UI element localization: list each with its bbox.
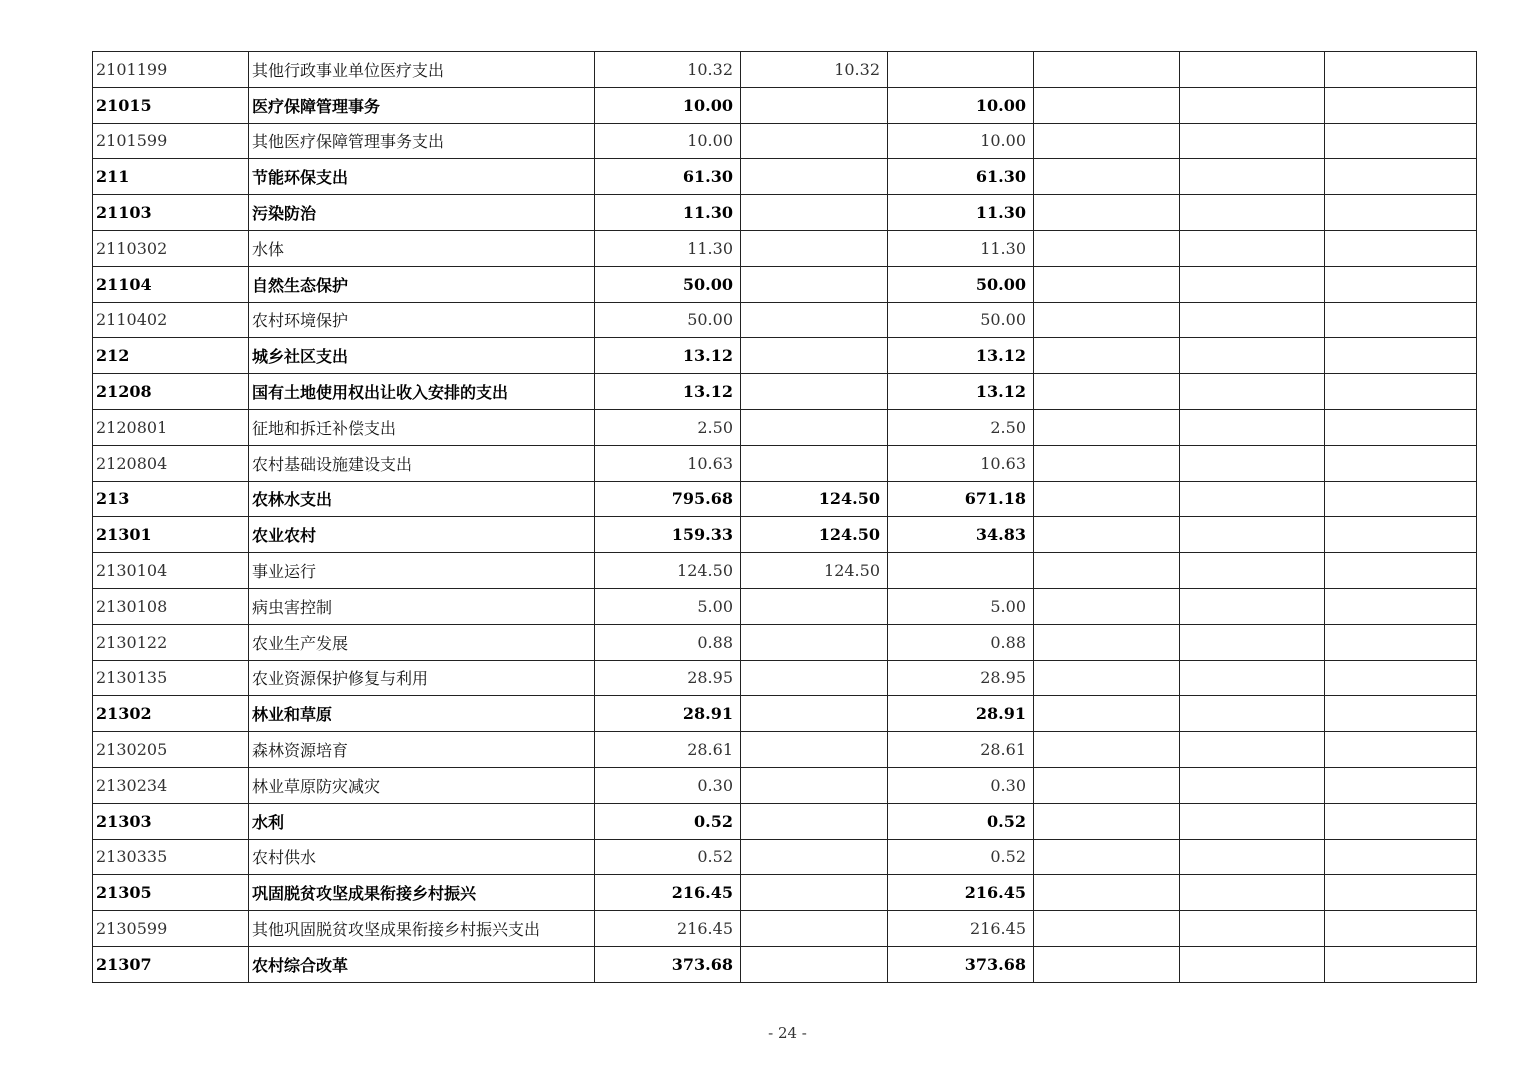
cell-name: 国有土地使用权出让收入安排的支出 (249, 374, 595, 410)
cell-project (888, 52, 1034, 88)
cell-basic (741, 123, 888, 159)
cell-project: 0.52 (888, 839, 1034, 875)
budget-table (92, 51, 1477, 983)
cell-name: 农村基础设施建设支出 (249, 445, 595, 481)
cell-basic (741, 588, 888, 624)
cell-basic (741, 195, 888, 231)
cell-empty (1034, 517, 1180, 553)
cell-name: 其他行政事业单位医疗支出 (249, 52, 595, 88)
cell-code: 211 (93, 159, 249, 195)
cell-code: 2130599 (93, 911, 249, 947)
cell-code: 2130135 (93, 660, 249, 696)
cell-empty (1325, 266, 1477, 302)
cell-empty (1180, 767, 1325, 803)
cell-basic (741, 875, 888, 911)
cell-project: 10.63 (888, 445, 1034, 481)
cell-total: 216.45 (595, 875, 741, 911)
cell-code: 212 (93, 338, 249, 374)
cell-total: 0.88 (595, 624, 741, 660)
cell-name: 病虫害控制 (249, 588, 595, 624)
cell-name: 农林水支出 (249, 481, 595, 517)
cell-basic (741, 159, 888, 195)
cell-name: 林业草原防灾减灾 (249, 767, 595, 803)
cell-empty (1180, 230, 1325, 266)
cell-empty (1325, 159, 1477, 195)
cell-code: 2130335 (93, 839, 249, 875)
cell-total: 50.00 (595, 266, 741, 302)
cell-empty (1034, 302, 1180, 338)
cell-empty (1325, 803, 1477, 839)
cell-name: 农村综合改革 (249, 946, 595, 982)
cell-empty (1034, 732, 1180, 768)
cell-name: 农业生产发展 (249, 624, 595, 660)
cell-empty (1180, 52, 1325, 88)
table-row (93, 517, 1477, 553)
cell-empty (1325, 481, 1477, 517)
cell-empty (1180, 409, 1325, 445)
cell-name: 农村环境保护 (249, 302, 595, 338)
cell-name: 节能环保支出 (249, 159, 595, 195)
cell-project: 28.95 (888, 660, 1034, 696)
cell-empty (1034, 481, 1180, 517)
cell-empty (1180, 588, 1325, 624)
table-row (93, 302, 1477, 338)
cell-project: 10.00 (888, 123, 1034, 159)
cell-basic: 124.50 (741, 553, 888, 589)
cell-empty (1034, 52, 1180, 88)
cell-basic (741, 839, 888, 875)
cell-code: 2120804 (93, 445, 249, 481)
cell-project: 0.88 (888, 624, 1034, 660)
cell-empty (1180, 445, 1325, 481)
table-row (93, 588, 1477, 624)
cell-total: 13.12 (595, 338, 741, 374)
cell-total: 0.52 (595, 803, 741, 839)
cell-total: 28.95 (595, 660, 741, 696)
table-row (93, 266, 1477, 302)
cell-project: 11.30 (888, 230, 1034, 266)
cell-empty (1325, 52, 1477, 88)
cell-name: 其他医疗保障管理事务支出 (249, 123, 595, 159)
cell-basic (741, 696, 888, 732)
cell-total: 11.30 (595, 230, 741, 266)
cell-empty (1034, 946, 1180, 982)
table-row (93, 409, 1477, 445)
cell-basic (741, 732, 888, 768)
cell-empty (1325, 302, 1477, 338)
cell-empty (1180, 732, 1325, 768)
cell-total: 11.30 (595, 195, 741, 231)
cell-total: 0.30 (595, 767, 741, 803)
cell-name: 事业运行 (249, 553, 595, 589)
cell-total: 373.68 (595, 946, 741, 982)
cell-project: 2.50 (888, 409, 1034, 445)
cell-code: 2110402 (93, 302, 249, 338)
cell-empty (1180, 839, 1325, 875)
cell-empty (1034, 445, 1180, 481)
cell-name: 水体 (249, 230, 595, 266)
cell-name: 林业和草原 (249, 696, 595, 732)
cell-empty (1325, 588, 1477, 624)
cell-empty (1325, 123, 1477, 159)
cell-empty (1325, 87, 1477, 123)
cell-code: 213 (93, 481, 249, 517)
cell-basic (741, 767, 888, 803)
cell-basic (741, 911, 888, 947)
cell-total: 28.91 (595, 696, 741, 732)
cell-empty (1325, 839, 1477, 875)
cell-basic (741, 338, 888, 374)
cell-code: 2130104 (93, 553, 249, 589)
cell-project: 50.00 (888, 302, 1034, 338)
cell-empty (1325, 195, 1477, 231)
cell-empty (1034, 588, 1180, 624)
cell-code: 2110302 (93, 230, 249, 266)
cell-empty (1034, 911, 1180, 947)
cell-code: 21302 (93, 696, 249, 732)
cell-empty (1180, 803, 1325, 839)
cell-empty (1034, 624, 1180, 660)
cell-empty (1034, 87, 1180, 123)
cell-empty (1180, 481, 1325, 517)
table-row (93, 195, 1477, 231)
table-row (93, 52, 1477, 88)
cell-total: 10.32 (595, 52, 741, 88)
cell-empty (1325, 911, 1477, 947)
cell-empty (1180, 696, 1325, 732)
cell-empty (1180, 374, 1325, 410)
cell-total: 10.00 (595, 87, 741, 123)
cell-project: 671.18 (888, 481, 1034, 517)
cell-total: 13.12 (595, 374, 741, 410)
cell-empty (1034, 875, 1180, 911)
cell-total: 10.00 (595, 123, 741, 159)
table-row (93, 839, 1477, 875)
cell-basic (741, 87, 888, 123)
cell-empty (1325, 445, 1477, 481)
cell-code: 21303 (93, 803, 249, 839)
cell-empty (1034, 553, 1180, 589)
cell-empty (1325, 553, 1477, 589)
cell-empty (1034, 767, 1180, 803)
cell-empty (1180, 159, 1325, 195)
table-row (93, 624, 1477, 660)
cell-empty (1325, 517, 1477, 553)
cell-empty (1034, 195, 1180, 231)
cell-name: 农业农村 (249, 517, 595, 553)
table-row (93, 911, 1477, 947)
table-row (93, 946, 1477, 982)
cell-empty (1034, 266, 1180, 302)
cell-empty (1034, 374, 1180, 410)
cell-basic (741, 409, 888, 445)
table-row (93, 159, 1477, 195)
cell-empty (1180, 875, 1325, 911)
cell-basic (741, 302, 888, 338)
cell-empty (1034, 159, 1180, 195)
table-row (93, 338, 1477, 374)
table-row (93, 553, 1477, 589)
cell-name: 森林资源培育 (249, 732, 595, 768)
cell-empty (1325, 767, 1477, 803)
table-row (93, 87, 1477, 123)
cell-total: 5.00 (595, 588, 741, 624)
cell-empty (1180, 660, 1325, 696)
cell-total: 0.52 (595, 839, 741, 875)
cell-project: 0.52 (888, 803, 1034, 839)
cell-empty (1325, 409, 1477, 445)
cell-code: 21104 (93, 266, 249, 302)
cell-total: 795.68 (595, 481, 741, 517)
cell-project: 216.45 (888, 875, 1034, 911)
cell-name: 征地和拆迁补偿支出 (249, 409, 595, 445)
cell-code: 2130108 (93, 588, 249, 624)
cell-empty (1034, 338, 1180, 374)
cell-empty (1325, 374, 1477, 410)
cell-code: 21208 (93, 374, 249, 410)
cell-empty (1325, 875, 1477, 911)
table-row (93, 445, 1477, 481)
cell-project: 28.61 (888, 732, 1034, 768)
cell-empty (1180, 266, 1325, 302)
cell-empty (1034, 660, 1180, 696)
cell-empty (1325, 624, 1477, 660)
table-row (93, 230, 1477, 266)
table-row (93, 767, 1477, 803)
cell-code: 2130205 (93, 732, 249, 768)
cell-name: 农村供水 (249, 839, 595, 875)
cell-empty (1180, 911, 1325, 947)
cell-total: 28.61 (595, 732, 741, 768)
cell-empty (1325, 696, 1477, 732)
cell-code: 21103 (93, 195, 249, 231)
cell-empty (1034, 803, 1180, 839)
cell-name: 巩固脱贫攻坚成果衔接乡村振兴 (249, 875, 595, 911)
cell-empty (1325, 946, 1477, 982)
table-row (93, 732, 1477, 768)
cell-empty (1180, 553, 1325, 589)
cell-total: 2.50 (595, 409, 741, 445)
cell-project: 34.83 (888, 517, 1034, 553)
cell-name: 医疗保障管理事务 (249, 87, 595, 123)
cell-basic (741, 266, 888, 302)
cell-project: 10.00 (888, 87, 1034, 123)
cell-basic (741, 803, 888, 839)
cell-empty (1180, 302, 1325, 338)
cell-empty (1325, 230, 1477, 266)
cell-total: 124.50 (595, 553, 741, 589)
page-number: - 24 - (768, 1024, 807, 1042)
cell-code: 21015 (93, 87, 249, 123)
table-body (93, 52, 1477, 983)
table-row (93, 803, 1477, 839)
cell-empty (1325, 660, 1477, 696)
cell-empty (1180, 195, 1325, 231)
cell-empty (1034, 839, 1180, 875)
cell-name: 农业资源保护修复与利用 (249, 660, 595, 696)
cell-empty (1180, 946, 1325, 982)
cell-basic: 124.50 (741, 481, 888, 517)
cell-empty (1180, 624, 1325, 660)
table-row (93, 481, 1477, 517)
cell-empty (1034, 696, 1180, 732)
cell-basic (741, 374, 888, 410)
cell-project: 373.68 (888, 946, 1034, 982)
cell-basic (741, 230, 888, 266)
cell-code: 2130234 (93, 767, 249, 803)
cell-name: 其他巩固脱贫攻坚成果衔接乡村振兴支出 (249, 911, 595, 947)
cell-total: 159.33 (595, 517, 741, 553)
cell-code: 21305 (93, 875, 249, 911)
cell-basic: 10.32 (741, 52, 888, 88)
cell-name: 自然生态保护 (249, 266, 595, 302)
cell-project: 0.30 (888, 767, 1034, 803)
cell-project: 50.00 (888, 266, 1034, 302)
cell-empty (1180, 123, 1325, 159)
cell-basic (741, 660, 888, 696)
cell-empty (1325, 732, 1477, 768)
table-row (93, 875, 1477, 911)
table-row (93, 374, 1477, 410)
cell-name: 水利 (249, 803, 595, 839)
cell-project: 5.00 (888, 588, 1034, 624)
cell-empty (1034, 123, 1180, 159)
cell-empty (1180, 87, 1325, 123)
cell-name: 城乡社区支出 (249, 338, 595, 374)
cell-empty (1034, 409, 1180, 445)
cell-total: 216.45 (595, 911, 741, 947)
cell-project: 61.30 (888, 159, 1034, 195)
cell-basic (741, 445, 888, 481)
cell-code: 21301 (93, 517, 249, 553)
cell-basic: 124.50 (741, 517, 888, 553)
cell-total: 61.30 (595, 159, 741, 195)
cell-empty (1325, 338, 1477, 374)
cell-basic (741, 946, 888, 982)
cell-code: 2130122 (93, 624, 249, 660)
cell-empty (1180, 517, 1325, 553)
cell-empty (1034, 230, 1180, 266)
cell-project: 216.45 (888, 911, 1034, 947)
table-row (93, 123, 1477, 159)
cell-project: 13.12 (888, 338, 1034, 374)
cell-code: 2101599 (93, 123, 249, 159)
cell-project: 11.30 (888, 195, 1034, 231)
cell-name: 污染防治 (249, 195, 595, 231)
cell-total: 50.00 (595, 302, 741, 338)
cell-project (888, 553, 1034, 589)
table-row (93, 660, 1477, 696)
cell-code: 21307 (93, 946, 249, 982)
cell-total: 10.63 (595, 445, 741, 481)
cell-project: 28.91 (888, 696, 1034, 732)
cell-code: 2101199 (93, 52, 249, 88)
cell-code: 2120801 (93, 409, 249, 445)
table-row (93, 696, 1477, 732)
cell-empty (1180, 338, 1325, 374)
cell-project: 13.12 (888, 374, 1034, 410)
cell-basic (741, 624, 888, 660)
